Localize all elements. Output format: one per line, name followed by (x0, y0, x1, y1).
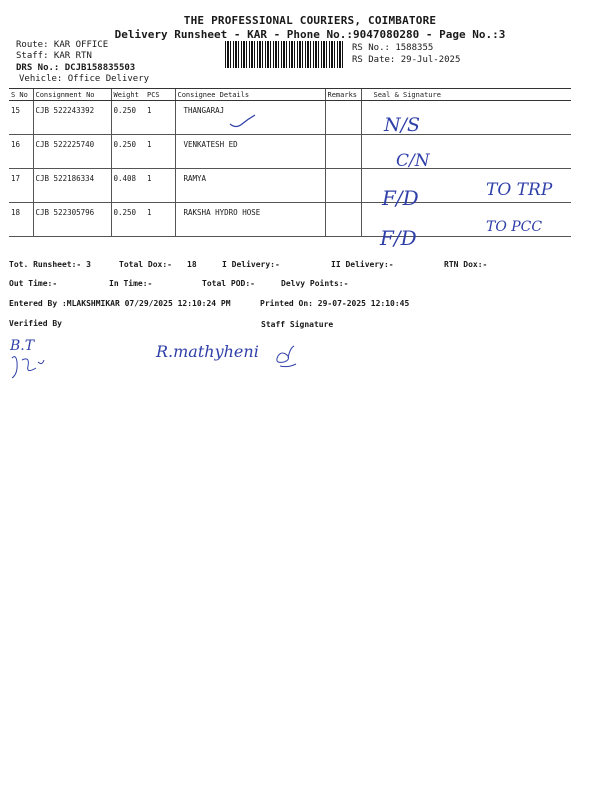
cell-remarks (325, 135, 361, 169)
delvy-points: Delvy Points:- (281, 279, 349, 288)
col-header-weight: Weight (111, 89, 145, 101)
rs-number: RS No.: 1588355 (352, 43, 434, 53)
cell-seal (361, 135, 571, 169)
verified-by-label: Verified By (9, 319, 62, 328)
route-label: Route: KAR OFFICE (16, 40, 109, 50)
staff-signature: R.mathyheni (156, 342, 259, 361)
vehicle-label: Vehicle: Office Delivery (19, 74, 150, 84)
cell-pcs: 1 (145, 101, 175, 135)
cell-consignee: VENKATESH ED (175, 135, 325, 169)
staff-initial-scrawl-icon (270, 344, 300, 370)
col-header-seal: Seal & Signature (361, 89, 571, 101)
cell-remarks (325, 203, 361, 237)
entered-by: Entered By :MLAKSHMIKAR 07/29/2025 12:10:24 PM (9, 299, 231, 308)
tot-runsheet: Tot. Runsheet:- 3 (9, 260, 91, 269)
out-time: Out Time:- (9, 279, 58, 288)
cell-weight: 0.250 (111, 101, 145, 135)
total-pod: Total POD:- (202, 279, 255, 288)
tick-mark-icon (228, 112, 258, 130)
col-header-remarks: Remarks (325, 89, 361, 101)
col-header-sno: S No (9, 89, 33, 101)
cell-pcs: 1 (145, 135, 175, 169)
verifier-signature-scrawl-icon (8, 352, 48, 382)
total-dox-value: 18 (187, 260, 197, 269)
cell-sno: 16 (9, 135, 33, 169)
verifier-signature: B.T (10, 338, 35, 354)
rtn-dox: RTN Dox:- (444, 260, 488, 269)
cell-weight: 0.408 (111, 169, 145, 203)
in-time: In Time:- (109, 279, 153, 288)
staff-signature-label: Staff Signature (261, 320, 334, 329)
cell-consignment: CJB 522186334 (33, 169, 111, 203)
table-row (9, 101, 571, 135)
col-header-consignment: Consignment No (33, 89, 111, 101)
table-row (9, 135, 571, 169)
runsheet-table (9, 88, 571, 237)
drs-number: DRS No.: DCJB158835503 (16, 63, 136, 73)
cell-consignment: CJB 522225740 (33, 135, 111, 169)
cell-remarks (325, 101, 361, 135)
cell-pcs: 1 (145, 203, 175, 237)
cell-sno: 17 (9, 169, 33, 203)
company-name: THE PROFESSIONAL COURIERS, COIMBATORE (183, 14, 437, 27)
cell-consignment: CJB 522243392 (33, 101, 111, 135)
seal-note-row15: N/S (384, 114, 421, 136)
cell-sno: 15 (9, 101, 33, 135)
staff-label: Staff: KAR RTN (16, 51, 92, 61)
seal-note-row16: C/N (396, 151, 430, 171)
col-header-consignee: Consignee Details (175, 89, 325, 101)
cell-consignee: THANGARAJ (175, 101, 325, 135)
cell-pcs: 1 (145, 169, 175, 203)
table-header-row (9, 89, 571, 101)
cell-consignee: RAMYA (175, 169, 325, 203)
i-delivery: I Delivery:- (222, 260, 280, 269)
cell-consignee: RAKSHA HYDRO HOSE (175, 203, 325, 237)
ii-delivery: II Delivery:- (331, 260, 394, 269)
col-header-pcs: PCS (145, 89, 175, 101)
cell-consignment: CJB 522305796 (33, 203, 111, 237)
cell-sno: 18 (9, 203, 33, 237)
runsheet-title: Delivery Runsheet - KAR - Phone No.:9047080280 - Page No.:3 (114, 28, 506, 41)
cell-weight: 0.250 (111, 135, 145, 169)
printed-on: Printed On: 29-07-2025 12:10:45 (260, 299, 410, 308)
seal-note-row18: F/D (380, 226, 417, 250)
rs-date: RS Date: 29-Jul-2025 (352, 55, 461, 65)
cell-weight: 0.250 (111, 203, 145, 237)
cell-remarks (325, 169, 361, 203)
total-dox-label: Total Dox:- (119, 260, 172, 269)
barcode-image (225, 41, 345, 68)
remark-note-row17: TO TRP (486, 180, 553, 200)
seal-note-row17: F/D (382, 186, 419, 210)
remark-note-row18: TO PCC (486, 219, 543, 235)
